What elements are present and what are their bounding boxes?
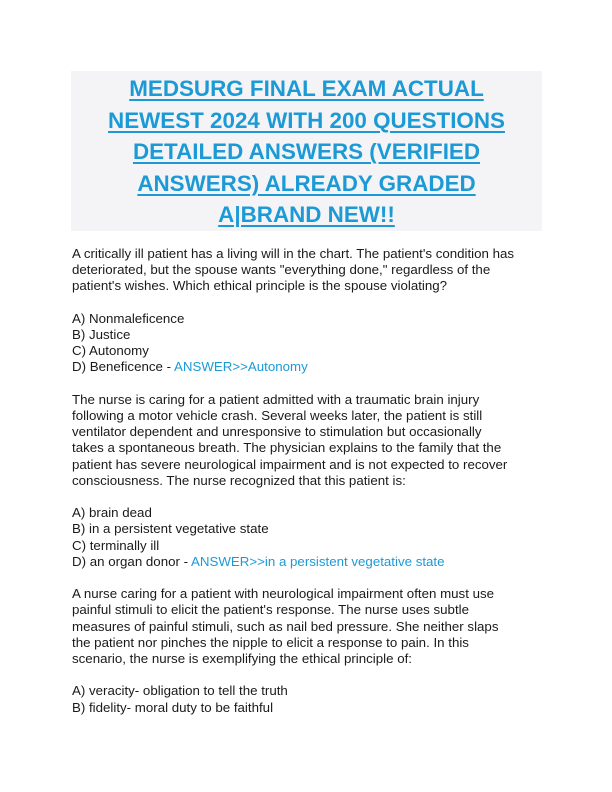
option-a: A) brain dead: [72, 505, 152, 521]
question-line: consciousness. The nurse recognized that this patient is:: [72, 472, 406, 488]
question-3-options: [72, 683, 547, 715]
question-2-options: [72, 505, 547, 570]
question-line: scenario, the nurse is exemplifying the ethical principle of:: [72, 651, 412, 667]
option-d: D) an organ donor -: [72, 553, 189, 569]
question-1-options: [72, 311, 547, 376]
question-line: following a motor vehicle crash. Several weeks later, the patient is still: [72, 408, 483, 423]
title-line: NEWEST 2024 WITH 200 QUESTIONS: [108, 107, 505, 133]
title-line: DETAILED ANSWERS (VERIFIED: [132, 139, 481, 164]
option-d: D) Beneficence -: [72, 359, 172, 375]
option-a: A) Nonmaleficence: [72, 310, 185, 326]
option-c: C) Autonomy: [72, 343, 149, 359]
question-line: painful stimuli to elicit the patient's response. The nurse uses subtle: [72, 602, 469, 618]
title-line: MEDSURG FINAL EXAM ACTUAL: [129, 76, 484, 101]
document-body: [72, 246, 547, 732]
question-line: A critically ill patient has a living will in the chart. The patient's condition has: [72, 246, 515, 261]
question-line: deteriorated, but the spouse wants "everything done," regardless of the: [72, 262, 491, 278]
question-line: ventilator dependent and unresponsive to stimulation but occasionally: [72, 424, 482, 440]
question-line: A nurse caring for a patient with neurological impairment often must use: [72, 586, 495, 602]
answer-text: ANSWER>>Autonomy: [174, 359, 308, 375]
option-b: B) Justice: [72, 327, 131, 342]
option-d-with-answer: [72, 554, 547, 570]
question-line: The nurse is caring for a patient admitted with a traumatic brain injury: [72, 391, 480, 407]
title-line: ANSWERS) ALREADY GRADED: [137, 170, 476, 196]
question-1-text: [72, 246, 547, 295]
answer-text: ANSWER>>in a persistent vegetative state: [191, 553, 445, 569]
option-a: A) veracity- obligation to tell the truth: [72, 683, 288, 699]
question-2-text: [72, 392, 547, 489]
option-d-with-answer: [72, 359, 547, 375]
question-line: patient has severe neurological impairment and is not expected to recover: [72, 456, 508, 472]
question-line: the patient nor pinches the nipple to elicit a response to pain. In this: [72, 634, 469, 650]
option-b: B) fidelity- moral duty to be faithful: [72, 699, 274, 715]
option-b: B) in a persistent vegetative state: [72, 521, 269, 537]
question-line: measures of painful stimuli, such as nail bed pressure. She neither slaps: [72, 618, 499, 634]
question-line: takes a spontaneous breath. The physician explains to the family that the: [72, 440, 502, 456]
question-3-text: [72, 586, 547, 667]
title-banner: [71, 71, 542, 231]
title-line: A|BRAND NEW!!: [218, 202, 395, 227]
question-line: patient's wishes. Which ethical principle is the spouse violating?: [72, 278, 448, 294]
document-title: [71, 71, 542, 231]
option-c: C) terminally ill: [72, 537, 160, 553]
